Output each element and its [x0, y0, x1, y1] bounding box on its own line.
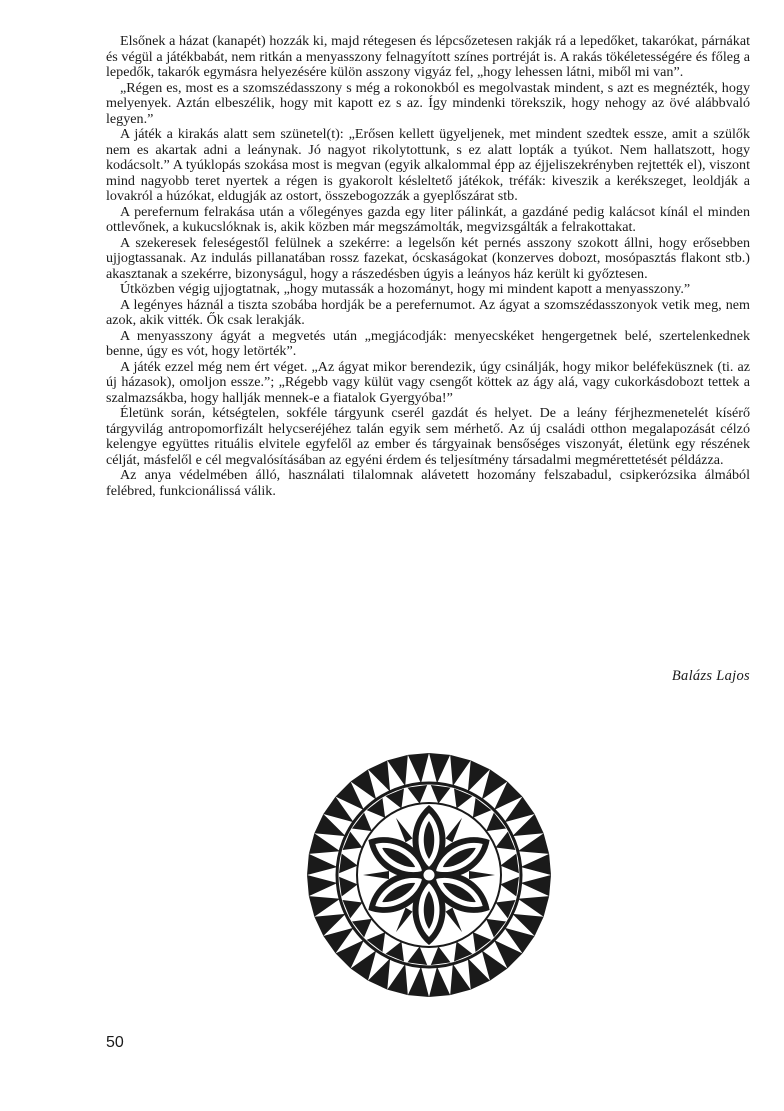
paragraph: Az anya védelmében álló, használati tilalomnak alávetett hozomány felszabadul, csipkerózsika álmából felébred, funkcionálissá válik.: [106, 467, 750, 499]
paragraph: Útközben végig ujjogtatnak, „hogy mutassák a hozományt, hogy mi mindent kapott a menyasszony.”: [120, 281, 691, 297]
author-signature: Balázs Lajos: [671, 668, 750, 684]
paragraph: A játék ezzel még nem ért véget. „Az ágyat mikor berendezik, úgy csinálják, hogy mikor beléfeküsznek (ti. az új házasok), omoljon essze.”; „Régebb vagy külüt vagy csengőt köttek az ágy alá, vagy cukorkásdobozt tettek a szalmazsákba, hogy hallják mennek-e a fiatalok Gyergyóba!”: [106, 358, 750, 406]
paragraph: A perefernum felrakása után a vőlegényes gazda egy liter pálinkát, a gazdáné pedig kalácsot kínál el minden ottlevőnek, a kukucslóknak is, akik közben már megszámolták, megvizsgálták a felrakottakat.: [106, 203, 750, 235]
paragraph: „Régen es, most es a szomszédasszony s még a rokonokból es megolvastak mindent, s azt es megnézték, hogy melyenyek. Aztán elbeszélik, hogy mit kapott ez s az. Így mindenki törekszik, hogy nehogy az övé alábbvaló legyen.”: [106, 79, 750, 127]
article-body: [106, 34, 750, 499]
paragraph: A legényes háznál a tiszta szobába hordják be a perefernumot. Az ágyat a szomszédasszonyok vetik meg, nem azok, akik vitték. Ők csak lerakják.: [106, 296, 750, 328]
paragraph: Életünk során, kétségtelen, sokféle tárgyunk cserél gazdát és helyet. De a leány férjhezmenetelét kísérő tárgyvilág antropomorfizált helycseréjéhez talán egyik sem mérhető. Az új családi otthon megalapozását célzó kelengye együttes rituális elvitele egyfelől az ember és tárgyainak bensőséges viszonyát, életünk egy részének célját, másfelől e cél megvalósításában az egyéni érdem és teljesítmény társadalmi megmérettetését példázza.: [106, 405, 750, 468]
paragraph: A menyasszony ágyát a megvetés után „megjácodják: menyecskéket hengergetnek belé, szertelenkednek benne, úgy es vót, hogy letörték”.: [106, 327, 750, 359]
paragraph: A játék a kirakás alatt sem szünetel(t): „Erősen kellett ügyeljenek, met mindent szedtek essze, amit a szülők nem es akartak adni a leánynak. Jó nagyot rikolytottunk, s ez alatt lopták a tyúkot. Nem hallatszott, hogy kodácsolt.” A tyúklopás szokása most is megvan (egyik alkalommal épp az éjjeliszekrényben rejtették el), viszont mind nagyobb teret nyertek a régen is gyakorolt késleltető játékok, tréfák: kiveszik a kerékszeget, leoldják a lovakról a húzókat, eldugják az ostort, összebogozzák a gyeplőszárat stb.: [106, 126, 750, 204]
page-number: 50: [106, 1034, 124, 1051]
folk-rosette-ornament-icon: [304, 750, 554, 1000]
paragraph: Elsőnek a házat (kanapét) hozzák ki, majd rétegesen és lépcsőzetesen rakják rá a lepedőket, takarókat, párnákat és végül a játékbabát, nem ritkán a menyasszony felnagyított színes portréját is. A rakás tökéletességére és főleg a lepedők, takarók egymásra helyezésére külön asszony vigyáz fel, „hogy lehessen látni, miből mi van”.: [106, 33, 750, 80]
paragraph: A szekeresek feleségestől felülnek a szekérre: a legelsőn két pernés asszony szokott állni, hogy erősebben ujjogtassanak. Az indulás pillanatában rossz fazekat, ócskaságokat (konzerves dobozt, mosópasztás flakont stb.) akasztanak a szekérre, bizonyságul, hogy a rászedésben úgyis a leányos ház került ki győztesen.: [106, 234, 750, 282]
